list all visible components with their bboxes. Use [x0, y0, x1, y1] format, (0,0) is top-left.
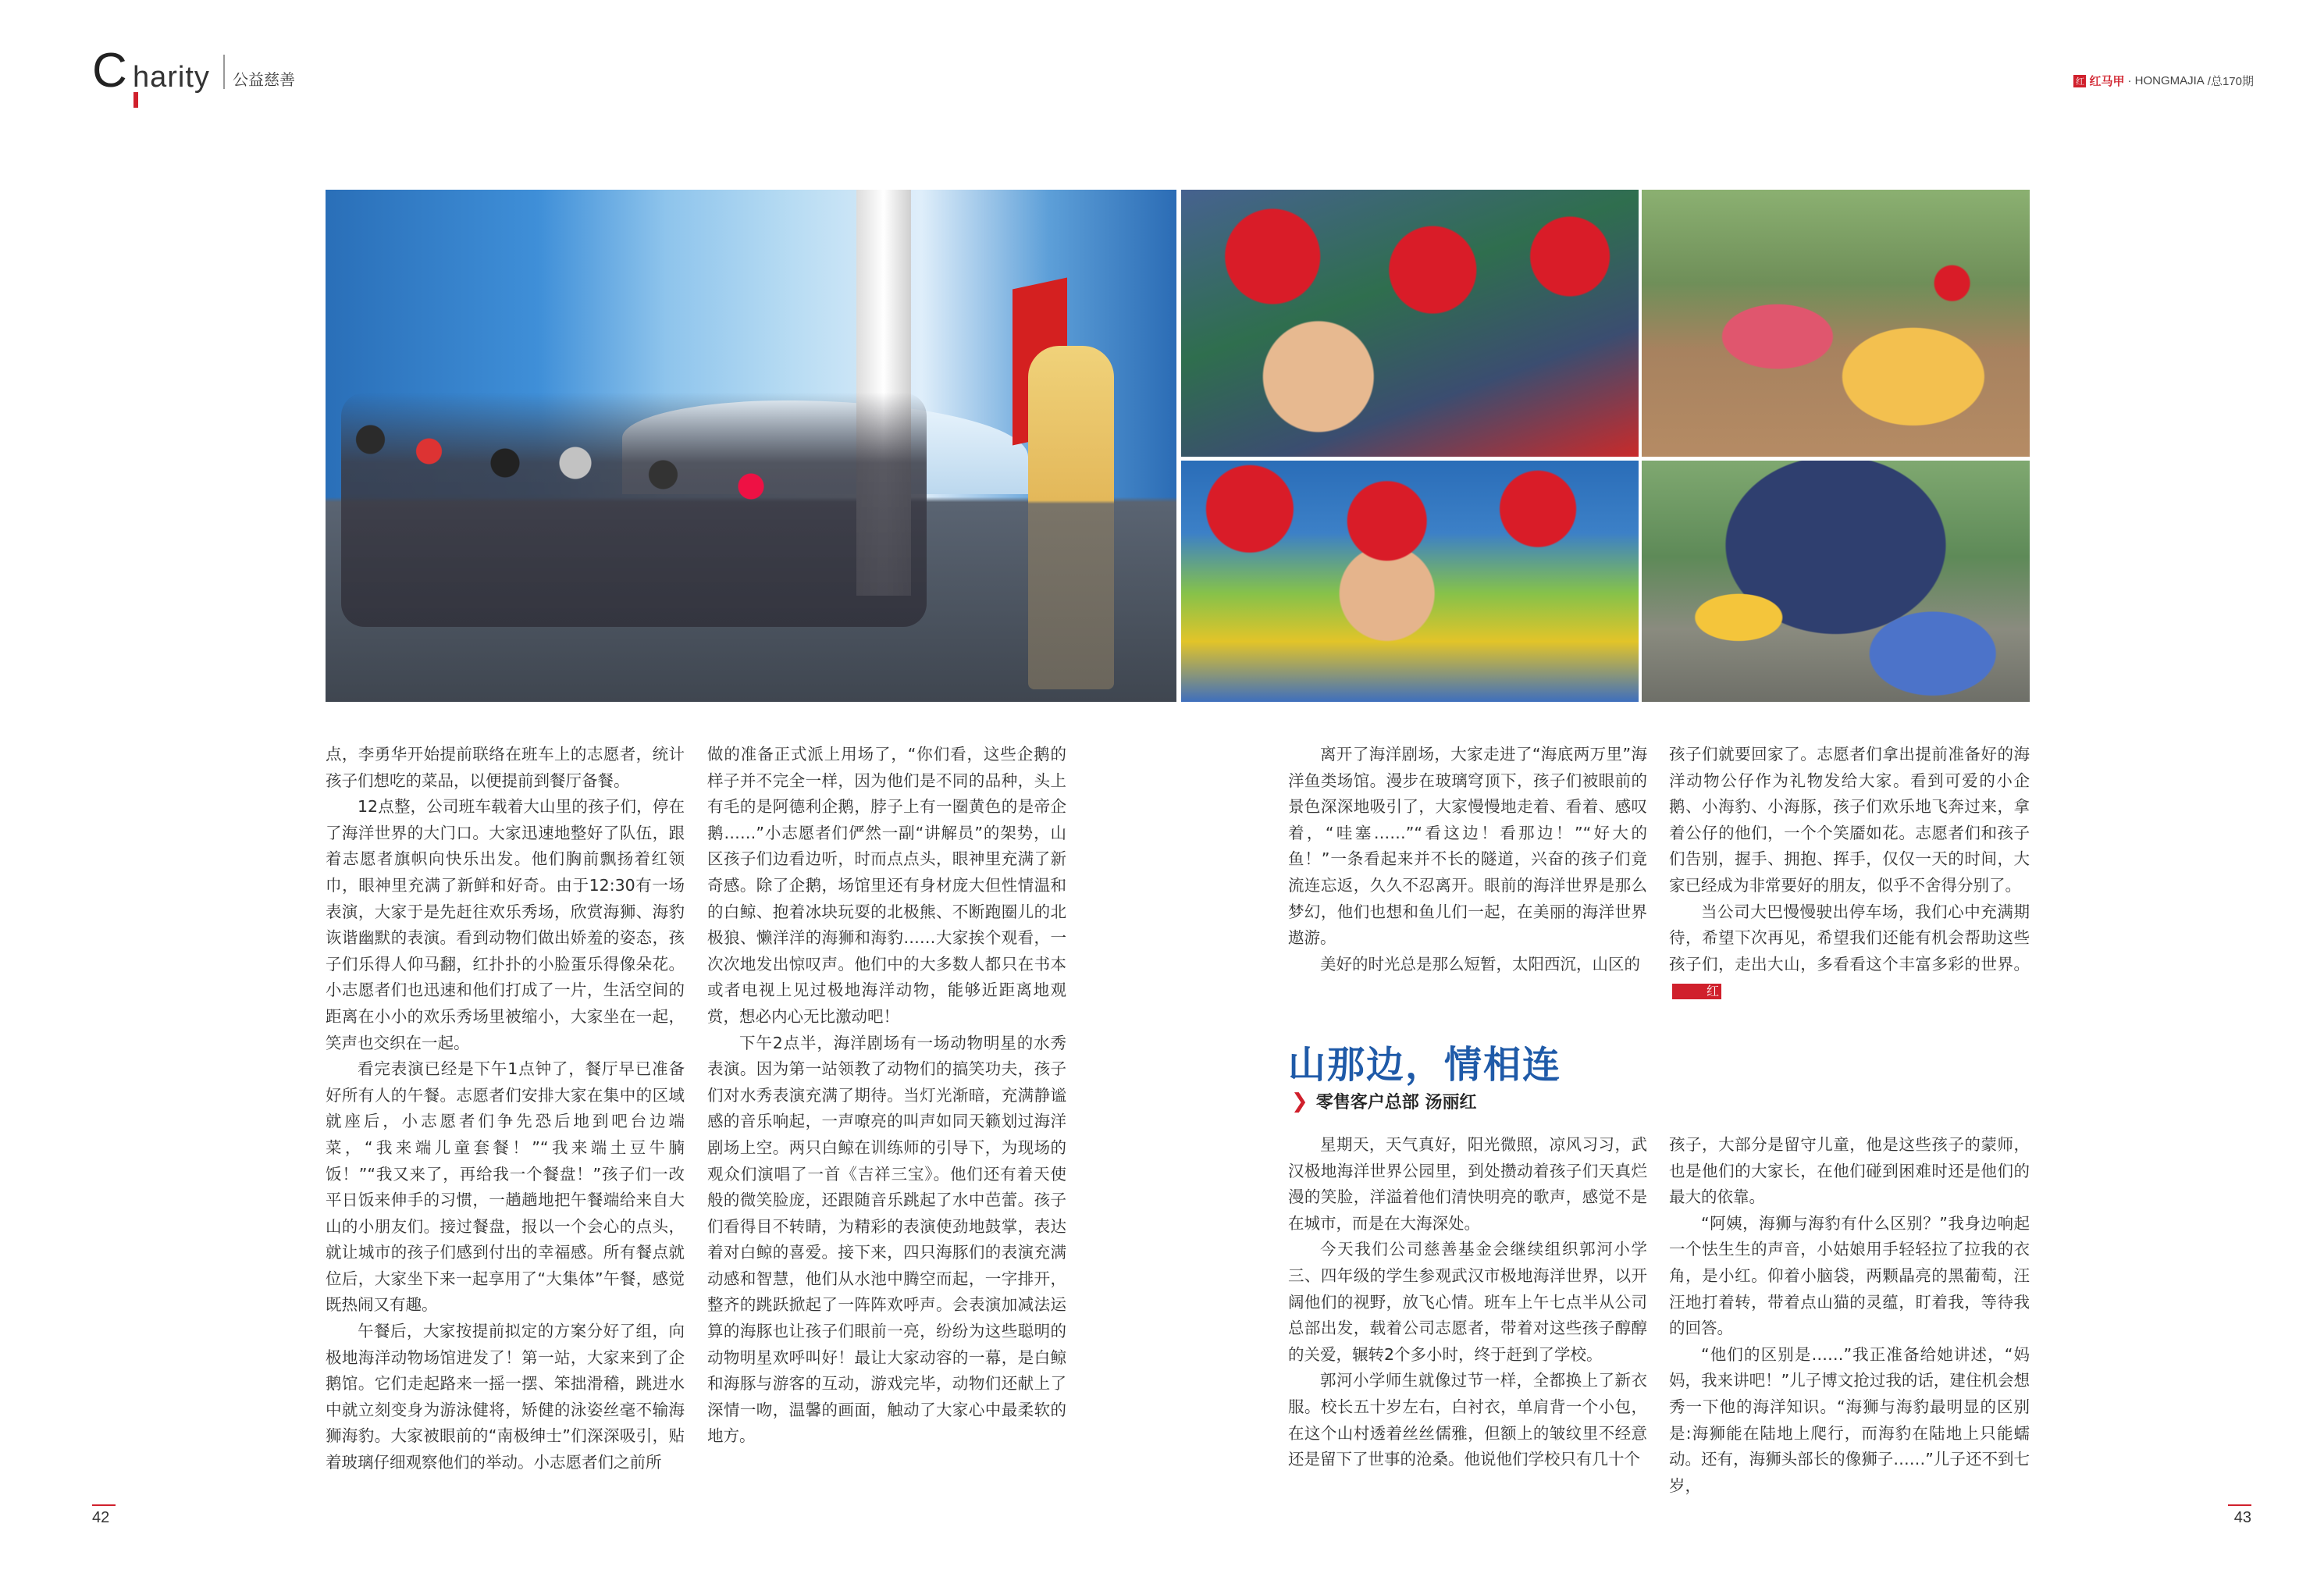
paragraph: “他们的区别是……”我正准备给她讲述，“妈妈，我来讲吧！”儿子博文抢过我的话，建住机会想秀一下他的海洋知识。“海狮与海豹最明显的区别是:海狮能在陆地上爬行，而海豹在陆地上只能蠕动。还有，海狮头部长的像狮子……”儿子还不到七岁， [1669, 1344, 2030, 1495]
photo-children-at-railing [1181, 461, 1639, 702]
paragraph: 孩子，大部分是留守儿童，他是这些孩子的蒙师，也是他们的大家长，在他们碰到困难时还是他们的最大的依靠。 [1669, 1135, 2030, 1207]
page-number-right: 43 [2233, 1509, 2251, 1526]
logo-red-mark [133, 92, 138, 108]
photo-park-playground [1642, 461, 2030, 702]
paragraph [1669, 899, 2030, 1004]
section2-title: 山那边，情相连 [1288, 1043, 1562, 1087]
paragraph: 星期天，天气真好，阳光微照，凉风习习，武汉极地海洋世界公园里，到处攒动着孩子们天真烂漫的笑脸，洋溢着他们清快明亮的歌声，感觉不是在城市，而是在大海深处。 [1288, 1135, 1647, 1233]
brand-english: · HONGMAJIA [2127, 74, 2205, 87]
article-column-6 [1669, 1132, 2030, 1499]
section-name-cn: 公益慈善 [233, 70, 295, 89]
brand-icon: 红 [2073, 75, 2086, 87]
paragraph-text: 当公司大巴慢慢驶出停车场，我们心中充满期待，希望下次再见，希望我们还能有机会帮助这些孩子们，走出大山，多看看这个丰富多彩的世界。 [1669, 902, 2030, 974]
chevron-right-icon: ❯ [1291, 1089, 1308, 1113]
magazine-brand [2073, 73, 2254, 89]
paragraph: 午餐后，大家按提前拟定的方案分好了组，向极地海洋动物场馆进发了！第一站，大家来到了企鹅馆。它们走起路来一摇一摆、笨拙滑稽，跳进水中就立刻变身为游泳健将，矫健的泳姿丝毫不输海狮海豹。大家被眼前的“南极绅士”们深深吸引，贴着玻璃仔细观察他们的举动。小志愿者们之前所 [326, 1322, 685, 1472]
paragraph: 做的准备正式派上用场了，“你们看，这些企鹅的样子并不完全一样，因为他们是不同的品种，头上有毛的是阿德利企鹅，脖子上有一圈黄色的是帝企鹅……”小志愿者们俨然一副“讲解员”的架势，山区孩子们边看边听，时而点点头，眼神里充满了新奇感。除了企鹅，场馆里还有身材庞大但性情温和的白鲸、抱着冰块玩耍的北极熊、不断跑圈儿的北极狼、懒洋洋的海狮和海豹……大家挨个观看，一次次地发出惊叹声。他们中的大多数人都只在书本或者电视上见过极地海洋动物，能够近距离地观赏，想必内心无比激动吧！ [707, 745, 1066, 1026]
header-divider [223, 55, 225, 89]
paragraph: 看完表演已经是下午1点钟了，餐厅早已准备好所有人的午餐。志愿者们安排大家在集中的区域就座后，小志愿者们争先恐后地到吧台边端菜，“我来端儿童套餐！”“我来端土豆牛腩饭！”“我又来了，再给我一个餐盘！”孩子们一改平日饭来伸手的习惯，一趟趟地把午餐端给来自大山的小朋友们。接过餐盘，报以一个会心的点头，就让城市的孩子们感到付出的幸福感。所有餐点就位后，大家坐下来一起享用了“大集体”午餐，感觉既热闹又有趣。 [326, 1059, 685, 1315]
section2-byline [1291, 1089, 1476, 1113]
paragraph: “阿姨，海狮与海豹有什么区别？”我身边响起一个怯生生的声音，小姑娘用手轻轻拉了拉我的衣角，是小红。仰着小脑袋，两颗晶亮的黑葡萄，汪汪地打着转，带着点山猫的灵蕴，盯着我，等待我的回答。 [1669, 1213, 2030, 1338]
photo-children-crowd [341, 393, 927, 627]
paragraph: 郭河小学师生就像过节一样，全都换上了新衣服。校长五十岁左右，白衬衣，单肩背一个小包，在这个山村透着丝丝儒雅，但额上的皱纹里不经意还是留下了世事的沧桑。他说他们学校只有几十个 [1288, 1371, 1647, 1469]
article-column-3 [1288, 742, 1647, 977]
paragraph: 美好的时光总是那么短暂，太阳西沉，山区的 [1320, 954, 1640, 974]
paragraph: 今天我们公司慈善基金会继续组织郭河小学三、四年级的学生参观武汉市极地海洋世界，以开阔他们的视野，放飞心情。班车上午七点半从公司总部出发，载着公司志愿者，带着对这些孩子醇醇的关爱，辗转2个多小时，终于赶到了学校。 [1288, 1240, 1647, 1364]
article-column-5 [1288, 1132, 1647, 1473]
section-initial: C [92, 44, 127, 98]
photo-teacup-ride [1642, 190, 2030, 457]
page-number-left: 42 [92, 1509, 110, 1526]
brand-name: 红马甲 [2089, 75, 2125, 88]
article-column-1 [326, 742, 685, 1476]
photo-volunteer-leader [1028, 346, 1114, 689]
paragraph: 下午2点半，海洋剧场有一场动物明星的水秀表演。因为第一站领教了动物们的搞笑功夫，孩子们对水秀表演充满了期待。当灯光渐暗，充满静谧感的音乐响起，一声嘹亮的叫声如同天籁划过海洋剧场上空。两只白鲸在训练师的引导下，为现场的观众们演唱了一首《吉祥三宝》。他们还有着天使般的微笑脸庞，还跟随音乐跳起了水中芭蕾。孩子们看得目不转睛，为精彩的表演使劲地鼓掌，表达着对白鲸的喜爱。接下来，四只海豚们的表演充满动感和智慧，他们从水池中腾空而起，一字排开，整齐的跳跃掀起了一阵阵欢呼声。会表演加减法运算的海豚也让孩子们眼前一亮，纷纷为这些聪明的动物明星欢呼叫好！最让大家动容的一幕，是白鲸和海豚与游客的互动，游戏完毕，动物们还献上了深情一吻，温馨的画面，触动了大家心中最柔软的地方。 [707, 1033, 1066, 1446]
page-number-rule-left [92, 1504, 116, 1506]
page-number-rule-right [2228, 1504, 2251, 1506]
photo-children-red-caps [1181, 190, 1639, 457]
section-name: harity [133, 61, 210, 94]
issue-number: /总170期 [2207, 75, 2254, 88]
article-column-4 [1669, 742, 2030, 1004]
paragraph: 离开了海洋剧场，大家走进了“海底两万里”海洋鱼类场馆。漫步在玻璃穹顶下，孩子们被眼前的景色深深地吸引了，大家慢慢地走着、看着、感叹着，“哇塞……”“看这边！看那边！”“好大的鱼！”一条看起来并不长的隧道，兴奋的孩子们竟流连忘返，久久不忍离开。眼前的海洋世界是那么梦幻，他们也想和鱼儿们一起，在美丽的海洋世界遨游。 [1288, 745, 1647, 948]
photo-aquarium-group [326, 190, 1176, 702]
paragraph: 点，李勇华开始提前联络在班车上的志愿者，统计孩子们想吃的菜品，以便提前到餐厅备餐。 [326, 745, 685, 790]
author-name: 零售客户总部 汤丽红 [1315, 1093, 1477, 1112]
article-column-2 [707, 742, 1066, 1450]
article-end-mark: 红 [1672, 984, 1721, 999]
paragraph: 12点整，公司班车载着大山里的孩子们，停在了海洋世界的大门口。大家迅速地整好了队伍，跟着志愿者旗帜向快乐出发。他们胸前飘扬着红领巾，眼神里充满了新鲜和好奇。由于12:30有一场表演，大家于是先赶往欢乐秀场，欣赏海狮、海豹诙谐幽默的表演。看到动物们做出娇羞的姿态，孩子们乐得人仰马翻，红扑扑的小脸蛋乐得像朵花。小志愿者们也迅速和他们打成了一片，生活空间的距离在小小的欢乐秀场里被缩小，大家坐在一起，笑声也交织在一起。 [326, 797, 685, 1052]
paragraph: 孩子们就要回家了。志愿者们拿出提前准备好的海洋动物公仔作为礼物发给大家。看到可爱的小企鹅、小海豹、小海豚，孩子们欢乐地飞奔过来，拿着公仔的他们，一个个笑靥如花。志愿者们和孩子们告别，握手、拥抱、挥手，仅仅一天的时间，大家已经成为非常要好的朋友，似乎不舍得分别了。 [1669, 745, 2030, 895]
